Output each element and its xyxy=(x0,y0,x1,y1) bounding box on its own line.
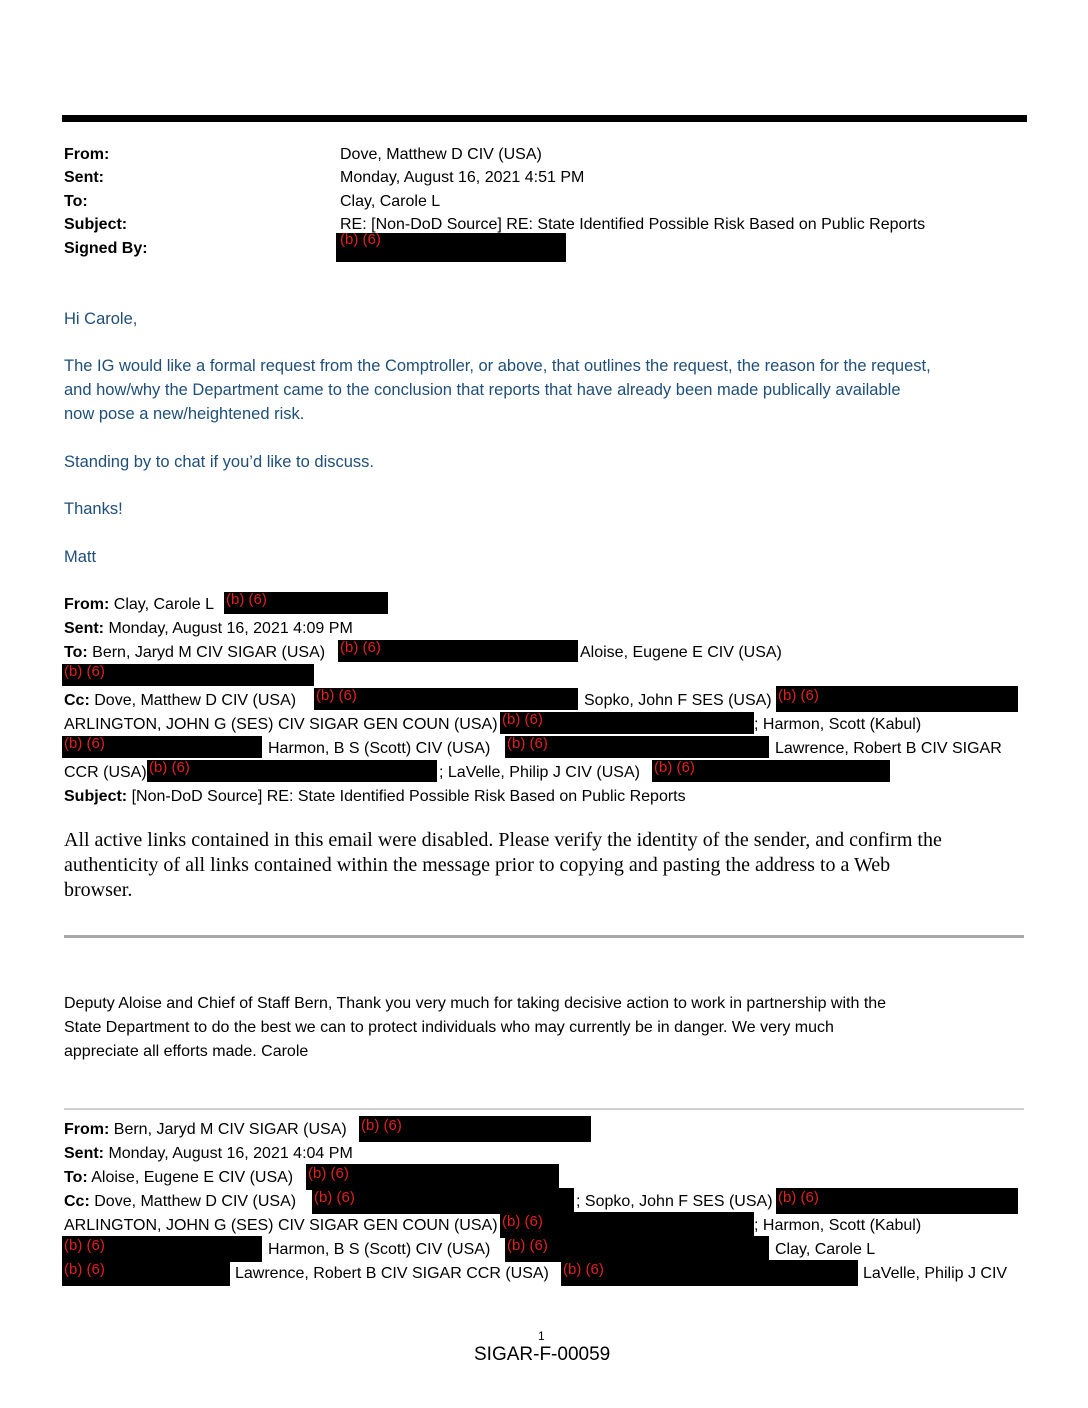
document-id: SIGAR-F-00059 xyxy=(474,1344,611,1365)
cc-recipient: Sopko, John F SES (USA) xyxy=(584,692,772,709)
greeting: Hi Carole, xyxy=(64,310,138,328)
from-value: Dove, Matthew D CIV (USA) xyxy=(340,146,542,163)
cc-recipient: Harmon, B S (Scott) CIV (USA) xyxy=(268,740,491,757)
paragraph-line: now pose a new/heightened risk. xyxy=(64,405,305,423)
cc-recipient: Lawrence, Robert B CIV SIGAR CCR (USA) xyxy=(235,1265,549,1282)
redaction-code: (b) (6) xyxy=(64,663,105,680)
to-line xyxy=(64,641,325,665)
cc-label: Cc: xyxy=(64,692,90,709)
to-line xyxy=(64,1166,293,1190)
cc-recipient: Dove, Matthew D CIV (USA) xyxy=(94,1193,297,1210)
redaction-code: (b) (6) xyxy=(778,687,819,704)
to-label: To: xyxy=(64,193,88,210)
to-label: To: xyxy=(64,1169,88,1186)
redaction-box xyxy=(147,760,437,782)
cc-recipient: ARLINGTON, JOHN G (SES) CIV SIGAR GEN COUN (USA) xyxy=(64,716,498,733)
redaction-code: (b) (6) xyxy=(316,687,357,704)
sent-line xyxy=(64,617,353,641)
redaction-code: (b) (6) xyxy=(64,1237,105,1254)
redaction-code: (b) (6) xyxy=(507,1237,548,1254)
cc-recipient: ; Sopko, John F SES (USA) xyxy=(576,1193,773,1210)
page-number: 1 xyxy=(538,1329,545,1343)
divider xyxy=(64,935,1024,938)
cc-recipient: Dove, Matthew D CIV (USA) xyxy=(94,692,297,709)
notice-line: All active links contained in this email were disabled. Please verify the identity of the sender, and confirm the xyxy=(64,829,942,851)
to-value-2: Aloise, Eugene E CIV (USA) xyxy=(580,644,782,661)
sent-label: Sent: xyxy=(64,620,104,637)
redaction-code: (b) (6) xyxy=(563,1261,604,1278)
subject-value: [Non-DoD Source] RE: State Identified Possible Risk Based on Public Reports xyxy=(131,788,686,805)
subject-line xyxy=(64,785,686,809)
cc-recipient: Lawrence, Robert B CIV SIGAR xyxy=(775,740,1002,757)
thanks-line: Thanks! xyxy=(64,500,123,518)
from-value: Clay, Carole L xyxy=(113,596,214,613)
paragraph-line: Deputy Aloise and Chief of Staff Bern, Thank you very much for taking decisive action to work in partnership with the xyxy=(64,995,887,1012)
redaction-code: (b) (6) xyxy=(226,591,267,608)
cc-recipient: ; LaVelle, Philip J CIV (USA) xyxy=(439,764,640,781)
sent-value: Monday, August 16, 2021 4:09 PM xyxy=(108,620,353,637)
top-rule xyxy=(62,115,1027,122)
to-label: To: xyxy=(64,644,88,661)
from-label: From: xyxy=(64,1121,110,1138)
redaction-code: (b) (6) xyxy=(340,639,381,656)
from-label: From: xyxy=(64,146,110,163)
divider xyxy=(64,1108,1024,1110)
to-value: Aloise, Eugene E CIV (USA) xyxy=(91,1169,294,1186)
to-value: Bern, Jaryd M CIV SIGAR (USA) xyxy=(92,644,326,661)
from-label: From: xyxy=(64,596,110,613)
cc-line xyxy=(64,689,296,713)
from-value: Bern, Jaryd M CIV SIGAR (USA) xyxy=(113,1121,347,1138)
signed-by-label: Signed By: xyxy=(64,240,148,257)
sent-value: Monday, August 16, 2021 4:04 PM xyxy=(108,1145,353,1162)
cc-recipient: ARLINGTON, JOHN G (SES) CIV SIGAR GEN COUN (USA) xyxy=(64,1217,498,1234)
redaction-code: (b) (6) xyxy=(149,759,190,776)
from-line xyxy=(64,1118,347,1142)
sent-line xyxy=(64,1142,353,1166)
redaction-code: (b) (6) xyxy=(64,1261,105,1278)
redaction-code: (b) (6) xyxy=(507,735,548,752)
paragraph-line: Standing by to chat if you’d like to discuss. xyxy=(64,453,375,471)
subject-label: Subject: xyxy=(64,216,128,233)
sent-value: Monday, August 16, 2021 4:51 PM xyxy=(340,169,585,186)
subject-label: Subject: xyxy=(64,788,128,805)
sent-label: Sent: xyxy=(64,169,104,186)
cc-line xyxy=(64,1190,296,1214)
redaction-box xyxy=(561,1260,858,1286)
subject-value: RE: [Non-DoD Source] RE: State Identified Possible Risk Based on Public Reports xyxy=(340,216,926,233)
cc-recipient: ; Harmon, Scott (Kabul) xyxy=(754,716,922,733)
signoff: Matt xyxy=(64,548,97,566)
paragraph-line: The IG would like a formal request from the Comptroller, or above, that outlines the request, the reason for the request, xyxy=(64,357,931,375)
to-value: Clay, Carole L xyxy=(340,193,441,210)
cc-recipient: LaVelle, Philip J CIV xyxy=(863,1265,1008,1282)
cc-label: Cc: xyxy=(64,1193,90,1210)
sent-label: Sent: xyxy=(64,1145,104,1162)
redaction-code: (b) (6) xyxy=(778,1189,819,1206)
notice-line: browser. xyxy=(64,879,133,901)
redaction-code: (b) (6) xyxy=(654,759,695,776)
notice-line: authenticity of all links contained within the message prior to copying and pasting the address to a Web xyxy=(64,854,891,876)
redaction-code: (b) (6) xyxy=(502,1213,543,1230)
redaction-code: (b) (6) xyxy=(314,1189,355,1206)
cc-recipient: Clay, Carole L xyxy=(775,1241,876,1258)
redaction-code: (b) (6) xyxy=(64,735,105,752)
redaction-code: (b) (6) xyxy=(361,1117,402,1134)
redaction-code: (b) (6) xyxy=(502,711,543,728)
cc-recipient: ; Harmon, Scott (Kabul) xyxy=(754,1217,922,1234)
from-line xyxy=(64,593,214,617)
paragraph-line: State Department to do the best we can to protect individuals who may currently be in danger. We very much xyxy=(64,1019,834,1036)
paragraph-line: and how/why the Department came to the conclusion that reports that have already been made publically available xyxy=(64,381,901,399)
redaction-code: (b) (6) xyxy=(340,231,381,248)
cc-recipient: CCR (USA) xyxy=(64,764,147,781)
redaction-code: (b) (6) xyxy=(308,1165,349,1182)
cc-recipient: Harmon, B S (Scott) CIV (USA) xyxy=(268,1241,491,1258)
paragraph-line: appreciate all efforts made. Carole xyxy=(64,1043,309,1060)
